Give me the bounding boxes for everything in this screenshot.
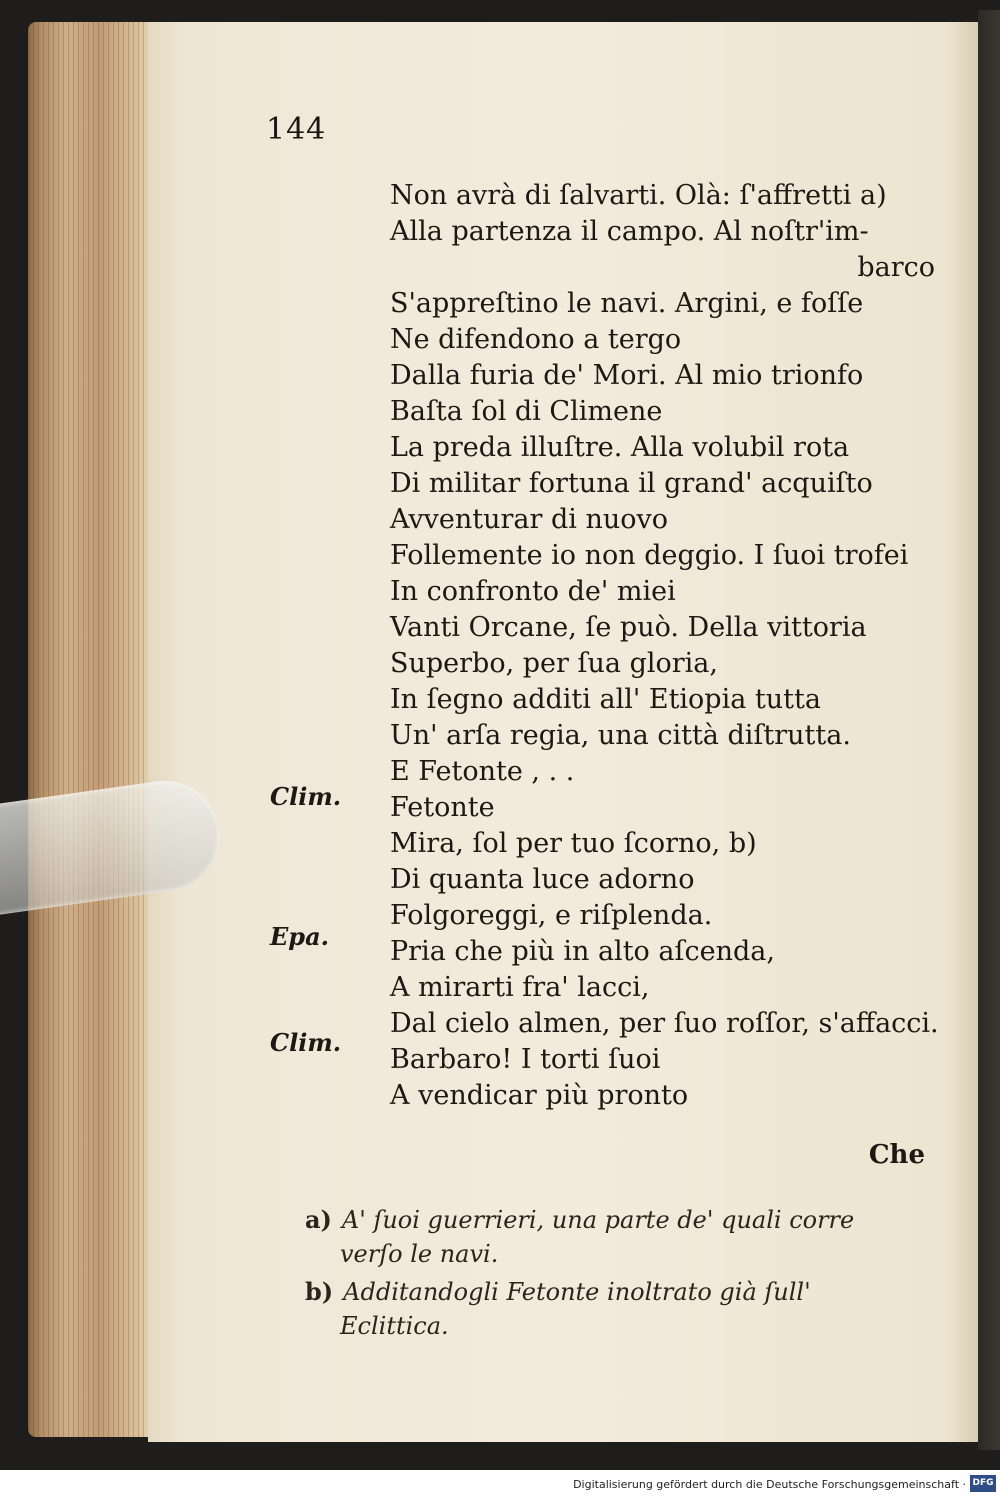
footnote-text: A' ſuoi guerrieri, una parte de' quali corre	[341, 1206, 855, 1234]
dfg-logo: DFG	[970, 1475, 996, 1492]
verse-line: Dal cielo almen, per ſuo roſſor, s'affacci.	[390, 1008, 939, 1039]
verse-line: A mirarti fra' lacci,	[390, 972, 650, 1003]
verse-line: Mira, ſol per tuo ſcorno, b)	[390, 828, 757, 859]
verse-line: Un' arſa regia, una città diſtrutta.	[390, 720, 851, 751]
footnote-text: verſo le navi.	[340, 1240, 499, 1268]
speaker-label: Clim.	[270, 782, 342, 811]
verse-line: In ſegno additi all' Etiopia tutta	[390, 684, 821, 715]
verse-line: Follemente io non deggio. I ſuoi trofei	[390, 540, 909, 571]
verse-line: Ne difendono a tergo	[390, 324, 682, 355]
footnote-marker: a)	[305, 1205, 332, 1234]
verse-line: La preda illuſtre. Alla volubil rota	[390, 432, 850, 463]
footnote-text: Additandogli Fetonte inoltrato già ſull'	[343, 1278, 811, 1306]
verse-line: A vendicar più pronto	[390, 1080, 689, 1111]
verse-line: Superbo, per ſua gloria,	[390, 648, 718, 679]
footnote-a	[305, 1203, 925, 1271]
facing-page-edge	[978, 10, 1000, 1450]
verse-line: E Fetonte , . .	[390, 756, 575, 787]
speaker-label: Epa.	[270, 922, 329, 951]
catchword: Che	[868, 1140, 925, 1170]
page-number: 144	[266, 112, 327, 147]
credit-bar	[0, 1470, 1000, 1501]
verse-line: Dalla furia de' Mori. Al mio trionfo	[390, 360, 864, 391]
book-spine-edge	[28, 22, 158, 1437]
verse-line: Non avrà di ſalvarti. Olà: ſ'affretti a)	[390, 180, 887, 211]
funding-credit: Digitalisierung gefördert durch die Deutsche Forschungsgemeinschaft ·	[573, 1478, 966, 1491]
verse-line: Di quanta luce adorno	[390, 864, 695, 895]
verse-line: barco	[857, 252, 935, 283]
verse-line: S'appreſtino le navi. Argini, e foſſe	[390, 288, 864, 319]
verse-line: Di militar fortuna il grand' acquiſto	[390, 468, 873, 499]
footnote-marker: b)	[305, 1277, 334, 1306]
speaker-label: Clim.	[270, 1028, 342, 1057]
verse-line: Folgoreggi, e riſplenda.	[390, 900, 713, 931]
verse-line: Pria che più in alto aſcenda,	[390, 936, 775, 967]
verse-line: Vanti Orcane, ſe può. Della vittoria	[390, 612, 867, 643]
verse-block	[390, 178, 939, 1114]
verse-line: Avventurar di nuovo	[390, 504, 669, 535]
verse-line: Alla partenza il campo. Al noſtr'im-	[390, 216, 869, 247]
verse-line: In confronto de' miei	[390, 576, 676, 607]
footnote-b	[305, 1275, 925, 1343]
verse-line: Fetonte	[390, 792, 495, 823]
footnote-text: Eclittica.	[340, 1312, 449, 1340]
verse-line: Barbaro! I torti ſuoi	[390, 1044, 661, 1075]
verse-line: Baſta ſol di Climene	[390, 396, 663, 427]
